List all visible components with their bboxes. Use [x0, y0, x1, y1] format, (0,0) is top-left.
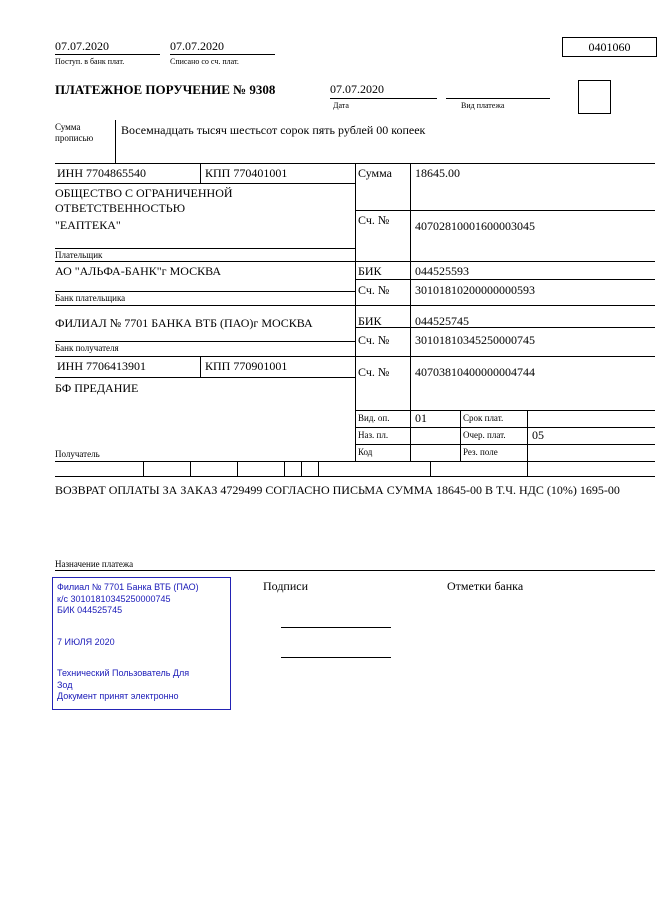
- priority-value: 05: [532, 428, 544, 442]
- rule: [55, 476, 655, 477]
- rule: [55, 261, 655, 262]
- rule: [55, 248, 355, 249]
- rule: [55, 356, 655, 357]
- debited-date: 07.07.2020: [170, 39, 224, 53]
- bank-marks-label: Отметки банка: [447, 579, 524, 593]
- op-kind-value: 01: [415, 411, 427, 425]
- reserve-field-label: Рез. поле: [463, 447, 498, 457]
- cell-divider: [143, 461, 144, 476]
- rule: [330, 98, 437, 99]
- stamp-line: Зод: [57, 679, 73, 690]
- stamp-spacer: [57, 648, 226, 668]
- amount-words-label: Сумма прописью: [55, 122, 94, 143]
- stamp-line: к/с 30101810345250000745: [57, 593, 171, 604]
- payee-bank-label: Банк получателя: [55, 343, 119, 353]
- rule: [410, 163, 411, 461]
- bank-stamp: [52, 577, 231, 710]
- payer-bank-bik-label: БИК: [358, 264, 382, 278]
- cell-divider: [301, 461, 302, 476]
- rule: [115, 120, 116, 163]
- payee-bank-bik-label: БИК: [358, 314, 382, 328]
- payee-bank-name: ФИЛИАЛ № 7701 БАНКА ВТБ (ПАО)г МОСКВА: [55, 316, 313, 330]
- code-label: Код: [358, 447, 373, 457]
- stamp-line: Технический Пользователь Для: [57, 668, 190, 678]
- payment-purpose-text: ВОЗВРАТ ОПЛАТЫ ЗА ЗАКАЗ 4729499 СОГЛАСНО ПИСЬМА СУММА 18645-00 В Т.Ч. НДС (10%) 1695-00: [55, 483, 620, 497]
- amount-words-value: Восемнадцать тысяч шестьсот сорок пять рублей 00 копеек: [121, 123, 426, 137]
- payer-bank-bik-value: 044525593: [415, 264, 469, 278]
- payee-label: Получатель: [55, 449, 100, 459]
- rule: [55, 291, 355, 292]
- rule: [446, 98, 550, 99]
- document-date: 07.07.2020: [330, 82, 384, 96]
- payee-account-label: Сч. №: [358, 365, 390, 379]
- cell-divider: [527, 461, 528, 476]
- stamp-spacer: [57, 617, 226, 637]
- payer-account-label: Сч. №: [358, 213, 390, 227]
- stamp-line: Филиал № 7701 Банка ВТБ (ПАО): [57, 582, 199, 592]
- amount-value: 18645.00: [415, 166, 460, 180]
- rule: [355, 163, 356, 461]
- stamp-line: БИК 044525745: [57, 605, 123, 615]
- payee-bank-bik-value: 044525745: [415, 314, 469, 328]
- stamp-line: 7 ИЮЛЯ 2020: [57, 636, 115, 647]
- payer-bank-account-label: Сч. №: [358, 283, 390, 297]
- payee-bank-account-label: Сч. №: [358, 333, 390, 347]
- payment-kind-label: Вид платежа: [461, 101, 505, 110]
- rule: [55, 54, 160, 55]
- document-title: ПЛАТЕЖНОЕ ПОРУЧЕНИЕ № 9308: [55, 82, 276, 97]
- rule: [355, 427, 655, 428]
- payee-kpp: КПП 770901001: [205, 359, 288, 373]
- priority-label: Очер. плат.: [463, 430, 506, 440]
- payee-bank-account-value: 30101810345250000745: [415, 333, 535, 347]
- cell-divider: [190, 461, 191, 476]
- rule: [55, 377, 355, 378]
- rule: [527, 410, 528, 461]
- cell-divider: [284, 461, 285, 476]
- rule: [355, 410, 655, 411]
- cell-divider: [430, 461, 431, 476]
- payer-bank-label: Банк плательщика: [55, 293, 126, 303]
- payee-name: БФ ПРЕДАНИЕ: [55, 381, 139, 395]
- payer-name: ОБЩЕСТВО С ОГРАНИЧЕННОЙ ОТВЕТСТВЕННОСТЬЮ: [55, 186, 233, 215]
- rule: [355, 444, 655, 445]
- rule: [55, 570, 655, 571]
- payer-name-2: "ЕАПТЕКА": [55, 218, 121, 232]
- stamp-line: Документ принят электронно: [57, 691, 179, 701]
- cell-divider: [318, 461, 319, 476]
- signature-line: [281, 627, 391, 628]
- payment-kind-box: [578, 80, 611, 114]
- payer-kpp: КПП 770401001: [205, 166, 288, 180]
- rule: [200, 163, 201, 183]
- payee-account-value: 40703810400000004744: [415, 365, 535, 379]
- form-code-box: 0401060: [562, 37, 657, 57]
- payee-inn: ИНН 7706413901: [57, 359, 146, 373]
- signature-line: [281, 657, 391, 658]
- amount-label: Сумма: [358, 166, 392, 180]
- purpose-code-label: Наз. пл.: [358, 430, 389, 440]
- cell-divider: [237, 461, 238, 476]
- payer-bank-name: АО "АЛЬФА-БАНК"г МОСКВА: [55, 264, 222, 278]
- received-in-bank-label: Поступ. в банк плат.: [55, 57, 125, 66]
- signatures-label: Подписи: [263, 579, 309, 593]
- rule: [460, 410, 461, 461]
- payer-label: Плательщик: [55, 250, 103, 260]
- rule: [55, 183, 355, 184]
- rule: [355, 210, 655, 211]
- rule: [355, 327, 655, 328]
- term-label: Срок плат.: [463, 413, 504, 423]
- rule: [55, 461, 655, 462]
- payer-account-value: 40702810001600003045: [415, 219, 535, 233]
- rule: [55, 305, 655, 306]
- payer-inn: ИНН 7704865540: [57, 166, 146, 180]
- op-kind-label: Вид. оп.: [358, 413, 390, 423]
- rule: [55, 341, 355, 342]
- rule: [355, 279, 655, 280]
- rule: [200, 356, 201, 377]
- date-label: Дата: [333, 101, 349, 110]
- received-in-bank-date: 07.07.2020: [55, 39, 109, 53]
- rule: [170, 54, 275, 55]
- payment-purpose-label: Назначение платежа: [55, 559, 134, 569]
- payer-bank-account-value: 30101810200000000593: [415, 283, 535, 297]
- debited-label: Списано со сч. плат.: [170, 57, 239, 66]
